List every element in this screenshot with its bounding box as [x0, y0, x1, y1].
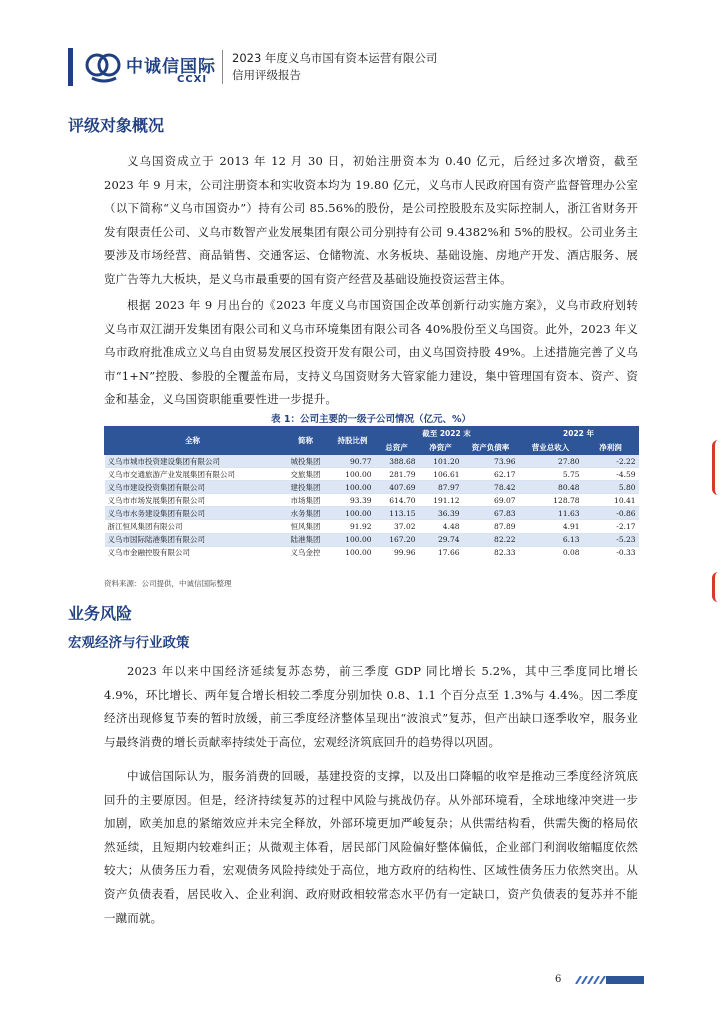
- table-row: [105, 481, 639, 494]
- cell-short: 水务集团: [281, 507, 331, 520]
- header-revenue: 营业总收入: [519, 441, 583, 455]
- cell-revenue: 128.78: [519, 494, 583, 507]
- cell-name: 义乌市水务建设集团有限公司: [105, 507, 281, 520]
- cell-name: 义乌市交通旅游产业发展集团有限公司: [105, 468, 281, 481]
- cell-assets: 614.70: [375, 494, 419, 507]
- cell-profit: -0.86: [583, 507, 639, 520]
- paragraph-macro-economy: 2023 年以来中国经济延续复苏态势，前三季度 GDP 同比增长 5.2%，其中三季度同比增长 4.9%，环比增长、两年复合增长相较二季度分别加快 0.8、1.1 个百分点至 1.3%与 4.4%。因二季度经济出现修复节奏的暂时放缓，前三季度经济整体呈现出“波浪式”复苏，但产出缺口逐季收窄，服务业与最终消费的增长贡献率持续处于高位，宏观经济筑底回升的趋势得以巩固。: [104, 664, 642, 749]
- subsidiaries-table: [104, 426, 639, 559]
- header-accent-bar: [68, 48, 73, 86]
- cell-ratio: 87.89: [463, 520, 519, 533]
- cell-ratio: 73.96: [463, 455, 519, 468]
- cell-revenue: 6.13: [519, 533, 583, 546]
- cell-revenue: 80.48: [519, 481, 583, 494]
- cell-short: 义乌金控: [281, 546, 331, 559]
- cell-net: 106.61: [419, 468, 463, 481]
- report-title: [232, 50, 437, 84]
- report-title-line1: 2023 年度义乌市国有资本运营有限公司: [232, 51, 438, 65]
- cell-revenue: 11.63: [519, 507, 583, 520]
- table-row: [105, 468, 639, 481]
- cell-name: 浙江恒风集团有限公司: [105, 520, 281, 533]
- header-divider: [222, 50, 223, 84]
- seal-stamp-fragment: [712, 440, 724, 495]
- cell-short: 陆港集团: [281, 533, 331, 546]
- table-row: [105, 507, 639, 520]
- header-net-profit: 净利润: [583, 441, 639, 455]
- cell-name: 义乌市市场发展集团有限公司: [105, 494, 281, 507]
- cell-assets: 281.79: [375, 468, 419, 481]
- header-name: 全称: [105, 427, 281, 455]
- cell-share: 100.00: [331, 546, 375, 559]
- cell-revenue: 27.80: [519, 455, 583, 468]
- table-row: [105, 494, 639, 507]
- cell-revenue: 4.91: [519, 520, 583, 533]
- cell-assets: 388.68: [375, 455, 419, 468]
- cell-ratio: 62.17: [463, 468, 519, 481]
- header-short: 简称: [281, 427, 331, 455]
- section-title-business-risk: 业务风险: [68, 604, 133, 623]
- cell-name: 义乌市城市投资建设集团有限公司: [105, 455, 281, 468]
- header-share: 持股比例: [331, 427, 375, 455]
- paragraph-company-intro: 义乌国资成立于 2013 年 12 月 30 日，初始注册资本为 0.40 亿元，后经过多次增资，截至 2023 年 9 月末，公司注册资本和实收资本均为 19.80 亿元，义乌市人民政府国有资产监督管理办公室（以下简称“义乌市国资办”）持有公司 85.56%的股份，是公司控股股东及实际控制人，浙江省财务开发有限责任公司、义乌市数智产业发展集团有限公司分别持有公司 9.4382%和 5%的股权。公司业务主要涉及市场经营、商品销售、交通客运、仓储物流、水务板块、基础设施、房地产开发、酒店服务、展览广告等九大板块，是义乌市最重要的国有资产经营及基础设施投资运营主体。: [104, 154, 642, 286]
- cell-assets: 99.96: [375, 546, 419, 559]
- cell-profit: -2.17: [583, 520, 639, 533]
- header-group-2022-end: 截至 2022 末: [375, 427, 519, 441]
- seal-stamp-fragment: [712, 572, 724, 602]
- page-number: 6: [555, 974, 562, 985]
- cell-share: 90.77: [331, 455, 375, 468]
- cell-ratio: 69.07: [463, 494, 519, 507]
- cell-net: 36.39: [419, 507, 463, 520]
- cell-ratio: 82.33: [463, 546, 519, 559]
- cell-profit: 10.41: [583, 494, 639, 507]
- cell-share: 91.92: [331, 520, 375, 533]
- cell-net: 87.97: [419, 481, 463, 494]
- cell-short: 建投集团: [281, 481, 331, 494]
- cell-net: 101.20: [419, 455, 463, 468]
- cell-ratio: 82.22: [463, 533, 519, 546]
- cell-profit: 5.80: [583, 481, 639, 494]
- cell-revenue: 0.08: [519, 546, 583, 559]
- cell-share: 93.39: [331, 494, 375, 507]
- cell-assets: 407.69: [375, 481, 419, 494]
- cell-short: 恒风集团: [281, 520, 331, 533]
- table-row: [105, 533, 639, 546]
- header-group-2022: 2022 年: [519, 427, 639, 441]
- cell-short: 城投集团: [281, 455, 331, 468]
- cell-short: 交旅集团: [281, 468, 331, 481]
- cell-share: 100.00: [331, 481, 375, 494]
- table-row: [105, 546, 639, 559]
- cell-assets: 37.02: [375, 520, 419, 533]
- cell-short: 市场集团: [281, 494, 331, 507]
- paragraph-reform-plan: 根据 2023 年 9 月出台的《2023 年度义乌市国资国企改革创新行动实施方案》，义乌市政府划转义乌市双江湖开发集团有限公司和义乌市环境集团有限公司各 40%股份至义乌国资。此外，2023 年义乌市政府批准成立义乌自由贸易发展区投资开发有限公司，由义乌国资持股 49%。上述措施完善了义乌市“1+N”控股、参股的全覆盖布局，支持义乌国资财务大管家能力建设，集中管理国有资本、资产、资金和基金，义乌国资职能重要性进一步提升。: [104, 298, 638, 407]
- company-logo: [84, 46, 224, 90]
- table-row: [105, 455, 639, 468]
- cell-name: 义乌市金融控股有限公司: [105, 546, 281, 559]
- cell-ratio: 78.42: [463, 481, 519, 494]
- logo-text-cn: 中诚信国际: [126, 57, 216, 77]
- subsection-title-macro: 宏观经济与行业政策: [68, 635, 190, 651]
- cell-profit: -5.23: [583, 533, 639, 546]
- cell-name: 义乌市国际陆港集团有限公司: [105, 533, 281, 546]
- cell-net: 17.66: [419, 546, 463, 559]
- header-debt-ratio: 资产负债率: [463, 441, 519, 455]
- cell-net: 29.74: [419, 533, 463, 546]
- cell-ratio: 67.83: [463, 507, 519, 520]
- logo-mark-icon: [84, 50, 124, 84]
- cell-share: 100.00: [331, 533, 375, 546]
- cell-net: 4.48: [419, 520, 463, 533]
- report-title-line2: 信用评级报告: [232, 68, 301, 82]
- header-net-assets: 净资产: [419, 441, 463, 455]
- footer-stripes-decoration: [574, 976, 644, 984]
- paragraph-ccxi-view: 中诚信国际认为，服务消费的回暖，基建投资的支撑，以及出口降幅的收窄是推动三季度经济筑底回升的主要原因。但是，经济持续复苏的过程中风险与挑战仍存。从外部环境看，全球地缘冲突进一步加剧，欧美加息的紧缩效应并未完全释放，外部环境更加严峻复杂；从供需结构看，供需失衡的格局依然延续，且短期内较难纠正；从微观主体看，居民部门风险偏好整体偏低，企业部门利润收缩幅度依然较大；从债务压力看，宏观债务风险持续处于高位，地方政府的结构性、区域性债务压力依然突出。从资产负债表看，居民收入、企业利润、政府财政相较常态水平仍有一定缺口，资产负债表的复苏并不能一蹴而就。: [104, 769, 638, 925]
- cell-profit: -4.59: [583, 468, 639, 481]
- table-row: [105, 520, 639, 533]
- cell-share: 100.00: [331, 468, 375, 481]
- cell-profit: -0.33: [583, 546, 639, 559]
- cell-revenue: 5.75: [519, 468, 583, 481]
- cell-net: 191.12: [419, 494, 463, 507]
- cell-assets: 113.15: [375, 507, 419, 520]
- cell-profit: -2.22: [583, 455, 639, 468]
- cell-assets: 167.20: [375, 533, 419, 546]
- table-caption: 表 1：公司主要的一级子公司情况（亿元、%）: [271, 414, 471, 425]
- cell-name: 义乌市建设投资集团有限公司: [105, 481, 281, 494]
- table-source-note: 资料来源：公司提供，中诚信国际整理: [104, 579, 232, 588]
- logo-text-en: CCXI: [177, 74, 208, 85]
- cell-share: 100.00: [331, 507, 375, 520]
- header-total-assets: 总资产: [375, 441, 419, 455]
- section-title-overview: 评级对象概况: [68, 116, 165, 135]
